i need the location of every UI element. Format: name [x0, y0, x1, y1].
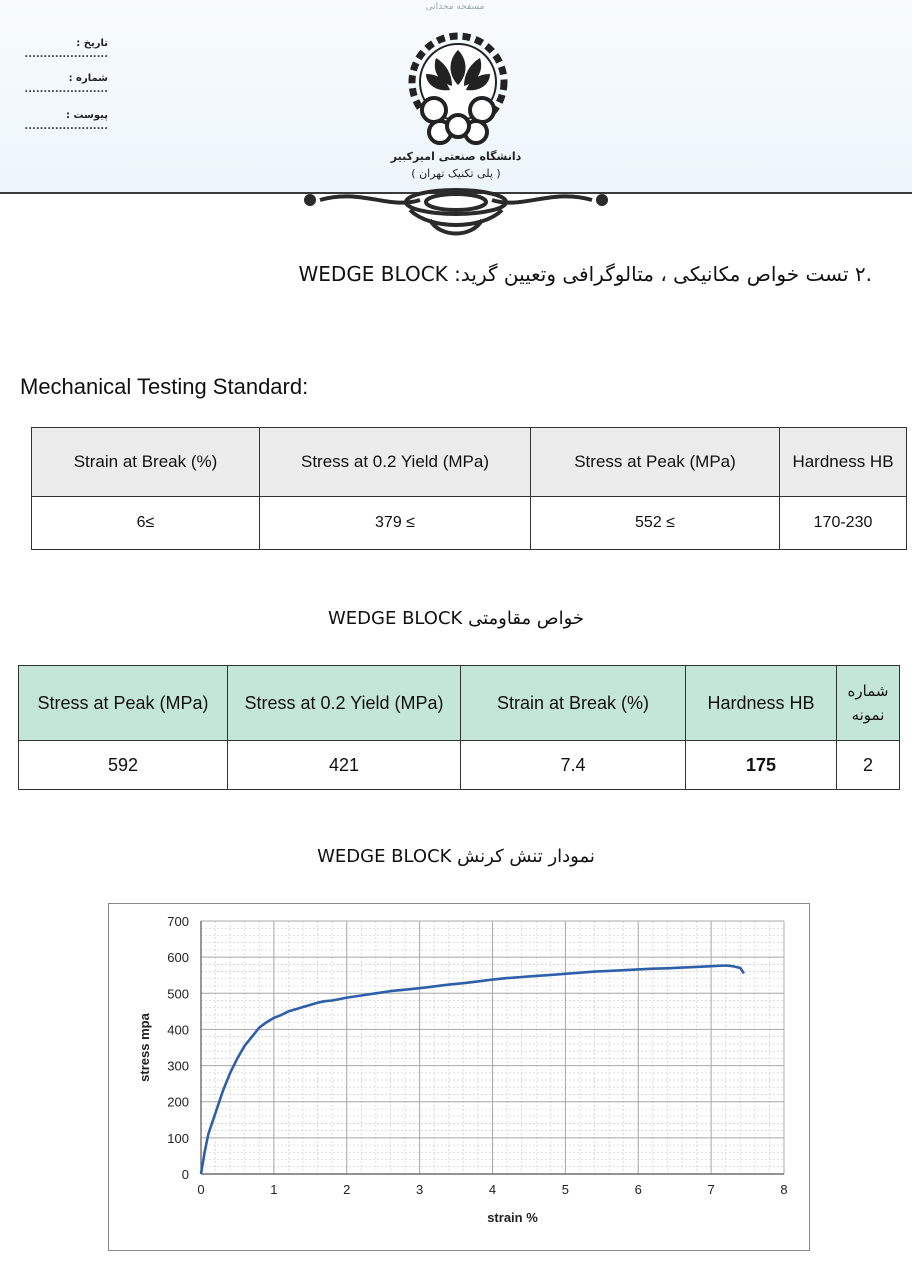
number-label: شماره :: [68, 73, 108, 84]
x-tick-label: 8: [780, 1182, 788, 1197]
series-line: [201, 966, 744, 1175]
header-cell: Stress at 0.2 Yield (MPa): [260, 428, 531, 497]
results-table: [18, 665, 900, 790]
header-cell: شماره نمونه: [837, 666, 900, 741]
number-dots: ......................: [24, 84, 108, 95]
number-field: [0, 73, 108, 95]
x-tick-label: 0: [197, 1182, 205, 1197]
header-cell: Hardness HB: [686, 666, 837, 741]
stress-strain-chart: [109, 904, 809, 1250]
x-tick-label: 1: [270, 1182, 278, 1197]
x-tick-label: 2: [343, 1182, 351, 1197]
attachment-label: پیوست :: [65, 110, 108, 121]
y-tick-label: 0: [181, 1167, 189, 1182]
university-logo: [388, 30, 528, 148]
header-cell: Stress at 0.2 Yield (MPa): [228, 666, 461, 741]
university-name: دانشگاه صنعتی امیرکبیر: [390, 150, 522, 163]
header-cell: Strain at Break (%): [32, 428, 260, 497]
header-cell: Strain at Break (%): [461, 666, 686, 741]
x-tick-label: 6: [634, 1182, 642, 1197]
header-cell: Hardness HB: [780, 428, 907, 497]
y-axis-label: stress mpa: [137, 1013, 152, 1082]
y-tick-label: 700: [167, 914, 189, 929]
date-field: [0, 38, 108, 60]
university-subname: ( پلی تکنیک تهران ): [411, 167, 501, 180]
y-tick-label: 600: [167, 950, 189, 966]
date-label: تاریخ :: [76, 38, 108, 49]
attachment-field: [0, 110, 108, 132]
table-cell: 7.4: [461, 741, 686, 790]
table-cell: 170-230: [780, 497, 907, 550]
y-tick-label: 500: [167, 986, 189, 1002]
ornament-divider: [300, 180, 612, 244]
table-cell: 552 ≤: [531, 497, 780, 550]
chart-title: نمودار تنش کرنش WEDGE BLOCK: [317, 846, 595, 867]
results-title: خواص مقاومتی WEDGE BLOCK: [328, 608, 584, 629]
table-cell: 2: [837, 741, 900, 790]
x-tick-label: 5: [561, 1182, 569, 1197]
standard-header-row: [32, 428, 907, 497]
table-cell: 6≤: [32, 497, 260, 550]
table-cell: 421: [228, 741, 461, 790]
chart-frame: [108, 903, 810, 1251]
table-cell: 592: [19, 741, 228, 790]
date-dots: ......................: [24, 49, 108, 60]
x-tick-label: 7: [707, 1182, 715, 1197]
table-cell: 175: [686, 741, 837, 790]
x-tick-label: 3: [416, 1182, 424, 1197]
y-tick-label: 200: [167, 1094, 189, 1110]
table-row: [19, 741, 900, 790]
table-row: [32, 497, 907, 550]
letterhead-faint-text: مسفحه محدانی: [425, 2, 485, 12]
standard-title: Mechanical Testing Standard:: [20, 374, 309, 399]
y-tick-label: 300: [167, 1058, 189, 1074]
attachment-dots: ......................: [24, 121, 108, 132]
x-tick-label: 4: [488, 1182, 497, 1197]
header-cell: Stress at Peak (MPa): [19, 666, 228, 741]
results-header-row: [19, 666, 900, 741]
section-heading: .۲ تست خواص مکانیکی ، متالوگرافی وتعیین گرید: WEDGE BLOCK: [298, 262, 872, 286]
y-tick-label: 100: [167, 1130, 189, 1146]
y-tick-label: 400: [167, 1022, 189, 1038]
header-cell: Stress at Peak (MPa): [531, 428, 780, 497]
standard-table: [31, 427, 907, 550]
x-axis-label: strain %: [487, 1210, 538, 1225]
table-cell: 379 ≤: [260, 497, 531, 550]
